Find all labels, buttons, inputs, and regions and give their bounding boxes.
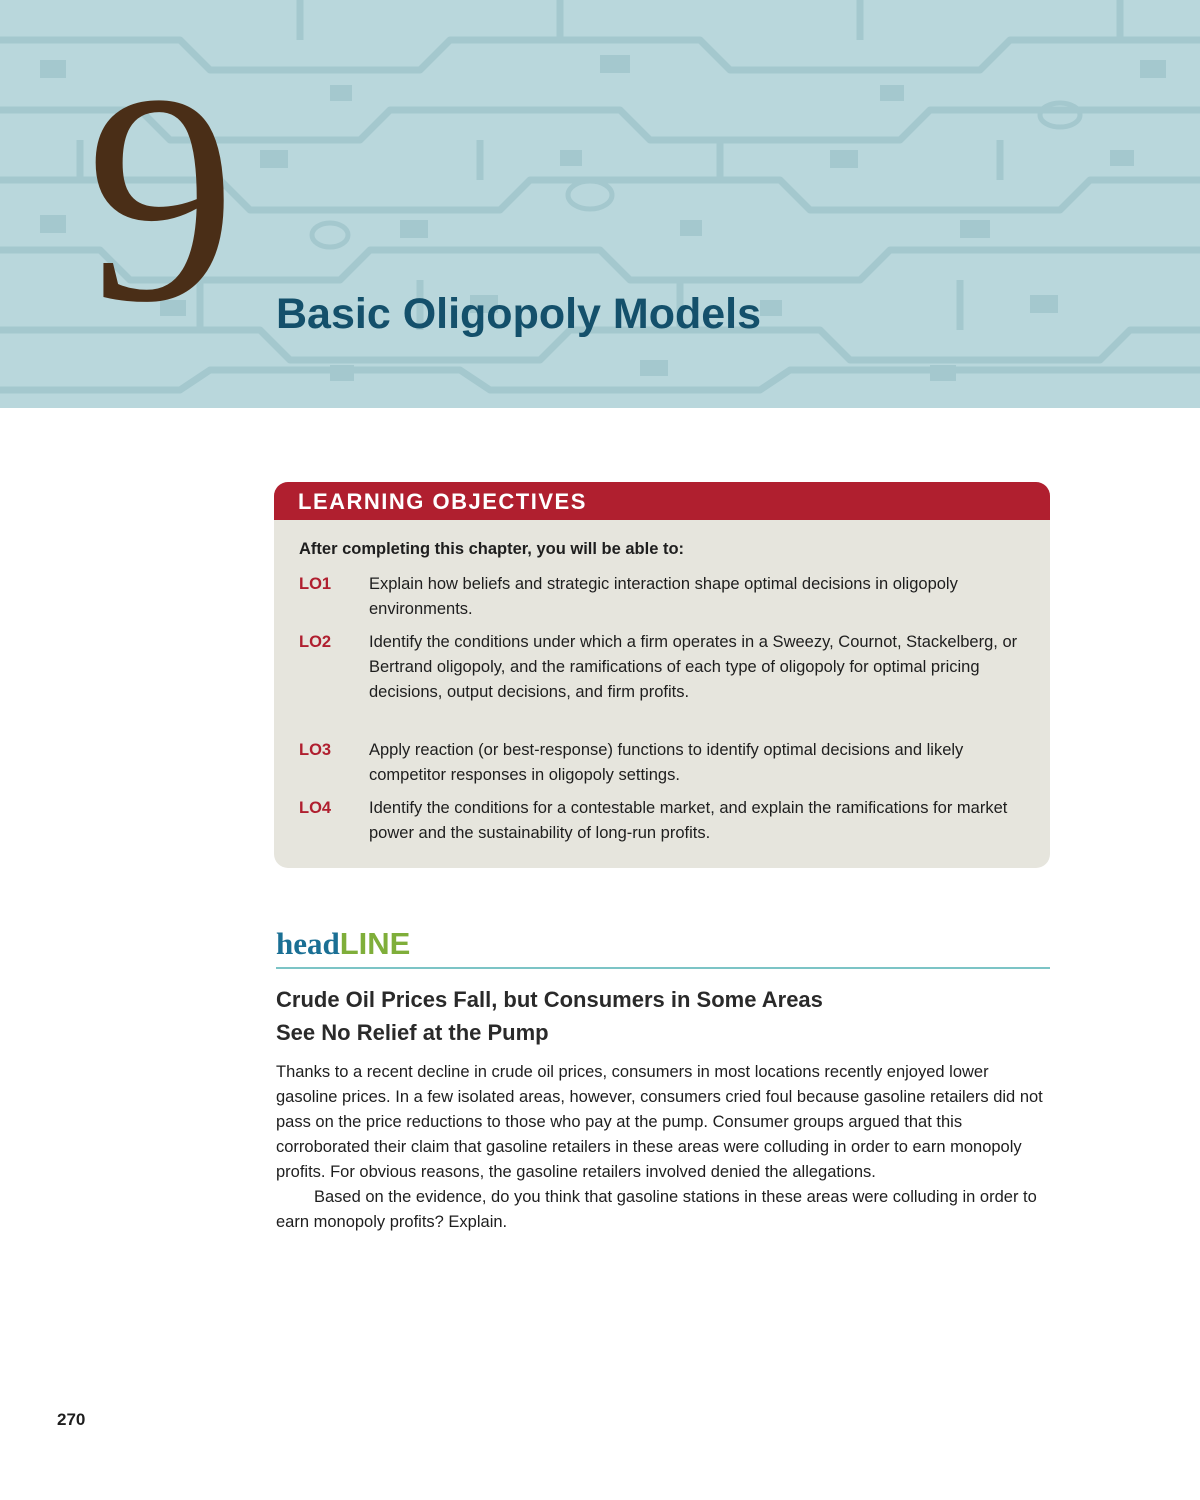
learning-objective-3 [299,738,1034,788]
learning-objectives-box [274,482,1050,868]
learning-objective-2 [299,630,1034,705]
headline-brand-line: LINE [339,926,411,961]
headline-paragraph-2: Based on the evidence, do you think that gasoline stations in these areas were colluding in order to earn monopoly profits? Explain. [276,1188,1037,1231]
headline-brand-head: head [276,926,340,961]
headline-paragraph-1: Thanks to a recent decline in crude oil prices, consumers in most locations recently enjoyed lower gasoline prices. In a few isolated areas, however, consumers cried foul because gasoline retailers did not pass on the price reductions to those who pay at the pump. Consumer groups argued that this corroborated their claim that gasoline retailers in these areas were colluding in order to earn monopoly profits. For obvious reasons, the gasoline retailers involved denied the allegations. [276,1063,1043,1181]
learning-objective-4 [299,796,1034,846]
headline-body [276,1060,1052,1235]
chapter-title: Basic Oligopoly Models [276,290,762,338]
learning-objectives-intro: After completing this chapter, you will be able to: [299,540,685,558]
learning-objective-text: Explain how beliefs and strategic interaction shape optimal decisions in oligopoly environments. [369,575,958,618]
chapter-number: 9 [86,32,232,364]
learning-objective-1 [299,572,1034,622]
headline-title-line-1: Crude Oil Prices Fall, but Consumers in Some Areas [276,987,823,1012]
learning-objective-text: Identify the conditions for a contestable market, and explain the ramifications for market power and the sustainability of long-run profits. [369,799,1008,842]
learning-objective-text: Identify the conditions under which a firm operates in a Sweezy, Cournot, Stackelberg, or Bertrand oligopoly, and the ramifications of each type of oligopoly for optimal pricing decisions, output decisions, and firm profits. [369,633,1018,701]
learning-objective-code: LO1 [299,575,332,593]
learning-objectives-header: LEARNING OBJECTIVES [274,482,1050,520]
headline-divider [276,967,1050,969]
learning-objective-text: Apply reaction (or best-response) functions to identify optimal decisions and likely competitor responses in oligopoly settings. [369,741,964,784]
headline-title-line-2: See No Relief at the Pump [276,1020,549,1045]
learning-objective-code: LO3 [299,741,332,759]
headline-title [276,983,1056,1049]
chapter-banner [0,0,1200,408]
learning-objective-code: LO4 [299,799,332,817]
headline-brand-logo [276,928,410,959]
page-number: 270 [57,1410,86,1429]
learning-objective-code: LO2 [299,633,332,651]
